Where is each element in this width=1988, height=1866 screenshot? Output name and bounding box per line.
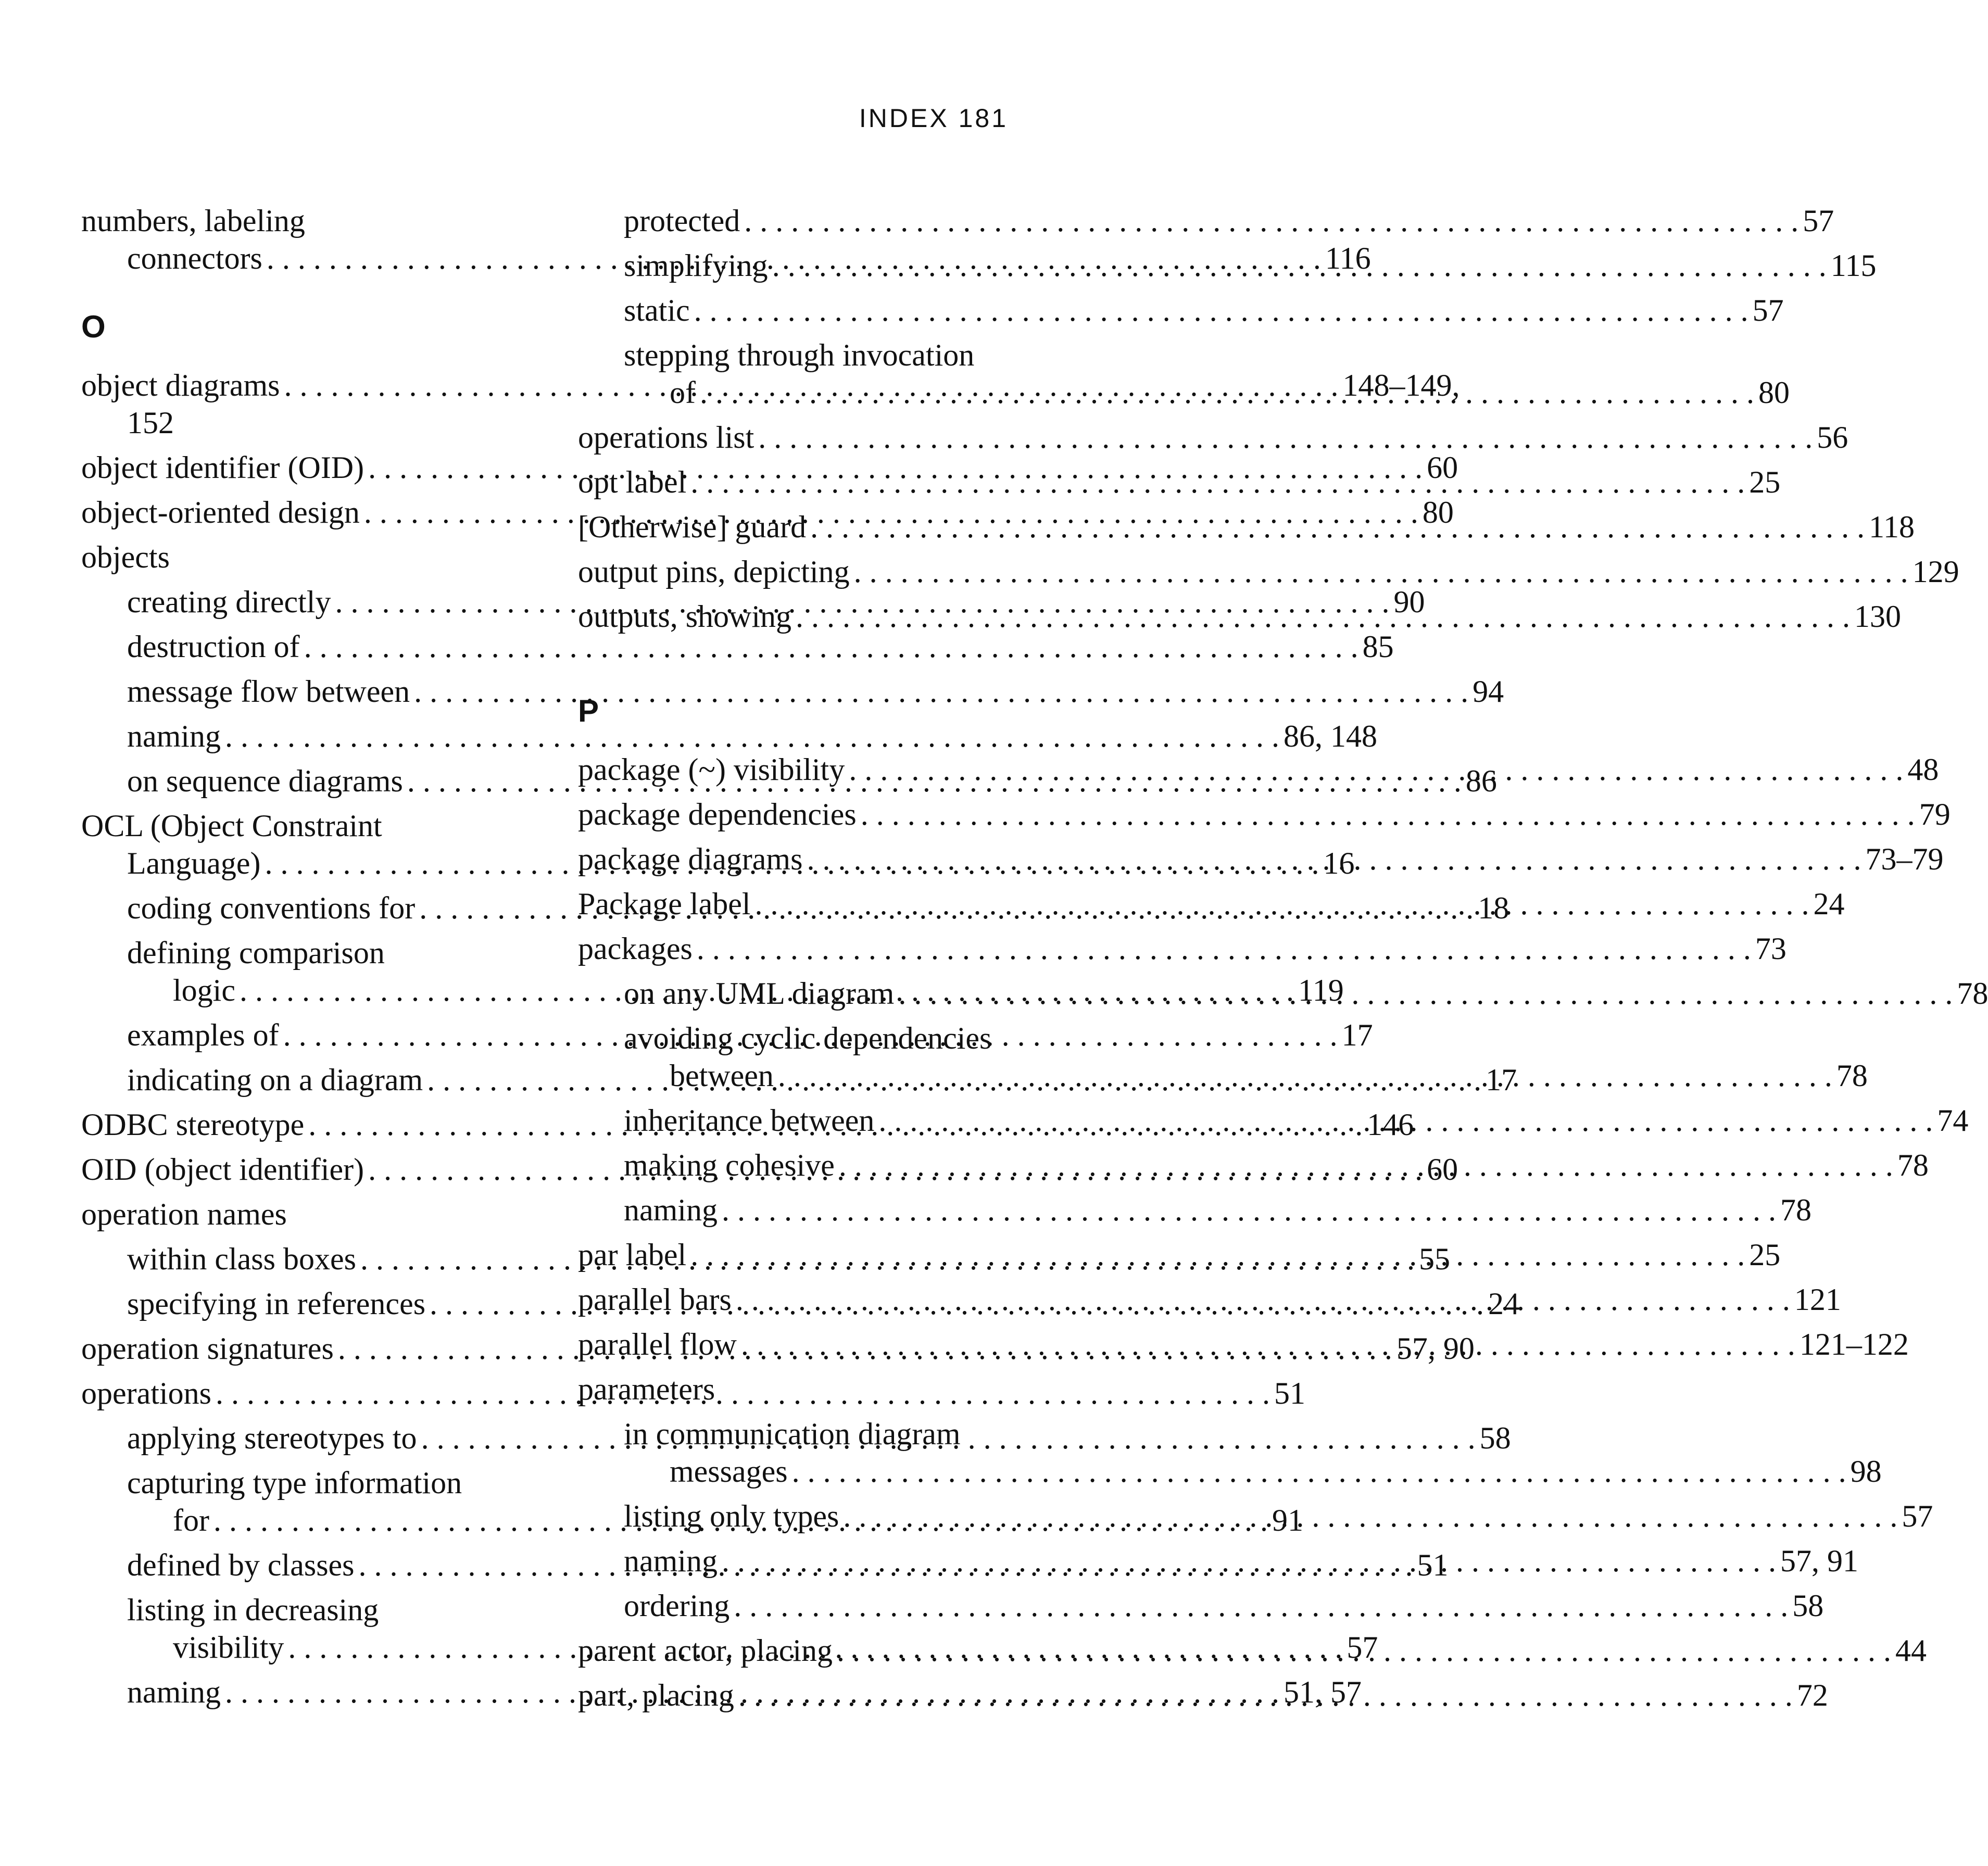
index-term: protected — [624, 204, 740, 238]
index-subentry — [578, 202, 1834, 239]
index-term: naming — [624, 1544, 718, 1578]
page-refs: 58 — [1479, 1421, 1511, 1455]
page-refs: 80 — [1422, 495, 1454, 529]
index-term: specifying in references — [127, 1287, 426, 1321]
index-term: avoiding cyclic dependencies — [624, 1021, 992, 1055]
dot-leader — [734, 1587, 1788, 1624]
dot-leader — [778, 1057, 1832, 1094]
index-term: ordering — [624, 1588, 730, 1623]
index-term: object identifier (OID) — [81, 450, 364, 485]
index-term: coding conventions for — [127, 891, 416, 925]
index-line — [624, 1453, 1882, 1490]
index-subentry — [578, 292, 1784, 329]
page-refs: 98 — [1850, 1454, 1882, 1489]
index-entry — [81, 538, 504, 576]
index-term: between — [670, 1058, 774, 1093]
page-refs: 152 — [127, 406, 174, 440]
index-term: of — [670, 375, 696, 410]
index-term: for — [173, 1503, 209, 1537]
page-refs: 86, 148 — [1283, 719, 1377, 753]
index-term: package (~) visibility — [578, 752, 845, 787]
page-refs: 146 — [1367, 1107, 1414, 1142]
index-term: parallel flow — [578, 1327, 737, 1361]
dot-leader — [861, 796, 1915, 833]
index-entry — [578, 930, 1786, 967]
dot-leader — [736, 1281, 1790, 1318]
page-refs: 121 — [1794, 1282, 1841, 1317]
index-term: naming — [127, 1675, 221, 1709]
page-refs: 17 — [1341, 1018, 1373, 1052]
index-term: logic — [173, 973, 235, 1007]
page-refs: 78 — [1897, 1148, 1929, 1182]
page-refs-continuation — [81, 404, 504, 442]
index-term: creating directly — [127, 585, 331, 619]
page-refs: 118 — [1869, 510, 1915, 544]
page-refs: 25 — [1749, 1238, 1781, 1272]
index-term: object-oriented design — [81, 495, 360, 529]
page-refs: 121–122 — [1799, 1327, 1909, 1361]
dot-leader — [772, 247, 1827, 284]
index-term: naming — [624, 1193, 718, 1227]
index-term: on sequence diagrams — [127, 764, 403, 798]
dot-leader — [690, 463, 1745, 501]
page-refs: 130 — [1854, 599, 1902, 634]
page-refs: 24 — [1813, 887, 1845, 921]
index-term: OID (object identifier) — [81, 1152, 364, 1187]
dot-leader — [697, 930, 1751, 967]
index-term: examples of — [127, 1018, 279, 1052]
index-term: parent actor, placing — [578, 1633, 833, 1668]
index-term: operations list — [578, 420, 754, 455]
page-refs: 48 — [1907, 752, 1939, 787]
page-refs: 116 — [1325, 241, 1371, 275]
index-term: outputs, showing — [578, 599, 792, 634]
index-term: par label — [578, 1238, 687, 1272]
index-term: applying stereotypes to — [127, 1421, 417, 1455]
page-refs: 86 — [1465, 764, 1497, 798]
page-refs: 148–149, — [1342, 368, 1460, 402]
page-refs: 57, 90 — [1396, 1331, 1475, 1366]
page-refs: 58 — [1792, 1588, 1824, 1623]
index-term: message flow between — [127, 674, 410, 709]
page-refs: 85 — [1362, 629, 1394, 664]
running-head: INDEX 181 — [859, 104, 1008, 133]
index-term: objects — [81, 540, 170, 574]
index-term: parallel bars — [578, 1282, 732, 1317]
dot-leader — [722, 1191, 1776, 1229]
page-refs: 51 — [1274, 1376, 1305, 1410]
page-refs: 115 — [1830, 248, 1877, 283]
dot-leader — [878, 1102, 1933, 1139]
page-refs: 51 — [1417, 1548, 1449, 1582]
page-refs: 94 — [1473, 674, 1504, 709]
dot-leader — [738, 1676, 1793, 1714]
page-refs: 60 — [1427, 1152, 1458, 1187]
index-term: inheritance between — [624, 1103, 875, 1138]
index-term: messages — [670, 1454, 788, 1489]
dot-leader — [807, 840, 1861, 878]
dot-leader — [837, 1632, 1891, 1669]
page-refs: 55 — [1418, 1242, 1450, 1276]
index-entry — [81, 1195, 504, 1233]
dot-leader — [758, 419, 1813, 456]
page-refs: 78 — [1957, 976, 1988, 1011]
index-term: operations — [81, 1376, 211, 1410]
page-refs: 74 — [1937, 1103, 1969, 1138]
index-term: package diagrams — [578, 842, 803, 876]
page-refs: 72 — [1796, 1678, 1828, 1712]
page-refs: 90 — [1393, 585, 1425, 619]
page-refs: 18 — [1478, 891, 1509, 925]
index-term: opt label — [578, 465, 687, 499]
index-term: naming — [127, 719, 221, 753]
index-term: operation names — [81, 1197, 287, 1231]
dot-leader — [810, 508, 1865, 546]
page-refs: 91 — [1272, 1503, 1303, 1537]
page-refs: 79 — [1919, 797, 1951, 831]
index-term: package dependencies — [578, 797, 857, 831]
dot-leader — [796, 598, 1850, 635]
dot-leader — [843, 1497, 1897, 1535]
index-subentry — [578, 1191, 1811, 1229]
index-term: listing only types — [624, 1499, 839, 1533]
page-refs: 57 — [1902, 1499, 1933, 1533]
dot-leader — [854, 553, 1908, 590]
index-term: Language) — [127, 846, 261, 880]
index-term: ODBC stereotype — [81, 1107, 305, 1142]
index-term: defined by classes — [127, 1548, 355, 1582]
dot-leader — [741, 1326, 1795, 1363]
index-term: [Otherwise] guard — [578, 510, 807, 544]
page-refs: 57 — [1347, 1630, 1378, 1665]
index-term: making cohesive — [624, 1148, 835, 1182]
index-term: parameters — [578, 1372, 715, 1406]
index-term: simplifying — [624, 248, 768, 283]
index-term: capturing type information — [127, 1466, 462, 1500]
index-term: stepping through invocation — [624, 338, 975, 372]
dot-leader — [839, 1146, 1893, 1184]
page-refs: 24 — [1488, 1287, 1520, 1321]
page-refs: 73–79 — [1865, 842, 1944, 876]
index-term: output pins, depicting — [578, 554, 850, 589]
index-entry — [578, 553, 1959, 590]
page-refs: 16 — [1323, 846, 1355, 880]
index-term: visibility — [173, 1630, 284, 1665]
page-refs: 25 — [1749, 465, 1781, 499]
index-term: OCL (Object Constraint — [81, 809, 382, 843]
dot-leader — [700, 374, 1754, 411]
page-refs: 80 — [1758, 375, 1790, 410]
dot-leader — [694, 292, 1748, 329]
index-term: listing in decreasing — [127, 1593, 379, 1627]
dot-leader — [690, 1236, 1745, 1274]
page-refs: 57 — [1803, 204, 1834, 238]
dot-leader — [849, 751, 1903, 788]
index-term: Package label — [578, 887, 751, 921]
index-term: within class boxes — [127, 1242, 356, 1276]
page-refs: 73 — [1755, 931, 1786, 966]
index-term: defining comparison — [127, 936, 385, 970]
page-refs: 44 — [1895, 1633, 1927, 1668]
section-letter-p: P — [578, 694, 599, 728]
index-term: on any UML diagram — [624, 976, 895, 1011]
index-term: part, placing — [578, 1678, 734, 1712]
page-refs: 51, 57 — [1283, 1675, 1362, 1709]
index-term: in communication diagram — [624, 1417, 961, 1451]
index-subentry — [578, 1587, 1824, 1624]
page-refs: 78 — [1780, 1193, 1811, 1227]
index-subentry — [81, 673, 1504, 710]
index-entry — [578, 419, 1848, 456]
dot-leader — [755, 885, 1809, 923]
page-refs: 17 — [1486, 1063, 1517, 1097]
index-entry — [578, 796, 1951, 833]
dot-leader — [792, 1453, 1846, 1490]
page-refs: 57 — [1752, 293, 1784, 327]
index-term: operation signatures — [81, 1331, 334, 1366]
page-refs: 56 — [1817, 420, 1848, 455]
dot-leader — [722, 1542, 1776, 1580]
dot-leader — [898, 975, 1953, 1012]
index-subentry — [81, 717, 1377, 755]
page-refs: 57, 91 — [1780, 1544, 1858, 1578]
page-refs: 129 — [1912, 554, 1959, 589]
page-refs: 78 — [1836, 1058, 1868, 1093]
index-term: static — [624, 293, 690, 327]
index-entry — [578, 1370, 1001, 1408]
index-subentry — [81, 628, 1394, 665]
index-term: packages — [578, 931, 693, 966]
index-term: numbers, labeling — [81, 204, 305, 238]
page-refs: 60 — [1427, 450, 1458, 485]
index-term: indicating on a diagram — [127, 1063, 423, 1097]
index-term: connectors — [127, 241, 262, 275]
page-refs: 119 — [1298, 973, 1344, 1007]
index-term: destruction of — [127, 629, 300, 664]
index-term: object diagrams — [81, 368, 280, 402]
section-letter-o: O — [81, 309, 106, 344]
dot-leader — [744, 202, 1798, 239]
